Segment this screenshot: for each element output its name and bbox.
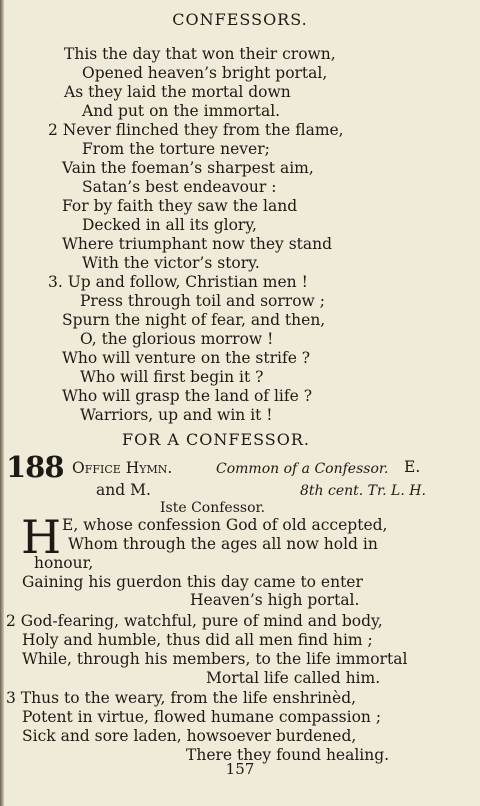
hymn-line: Gaining his guerdon this day came to enter <box>22 573 363 591</box>
hymn-number: 188 <box>6 450 64 484</box>
attribution: 8th cent. Tr. L. H. <box>300 483 426 499</box>
hymn-line: E, whose confession God of old accepted, <box>62 516 388 534</box>
verse-line: Opened heaven’s bright portal, <box>82 64 328 82</box>
hymn-line: honour, <box>34 554 94 572</box>
hymn-line: Sick and sore laden, howsoever burdened, <box>22 727 357 745</box>
verse-line: 2 Never flinched they from the flame, <box>48 121 344 139</box>
verse-line: Decked in all its glory, <box>82 216 257 234</box>
verse-line: Spurn the night of fear, and then, <box>62 311 326 329</box>
hymn-line: Potent in virtue, flowed humane compassion ; <box>22 708 382 726</box>
latin-title: Iste Confessor. <box>160 500 266 516</box>
verse-line: With the victor’s story. <box>82 254 260 272</box>
hymn-line: Mortal life called him. <box>206 669 381 687</box>
verse-line: Satan’s best endeavour : <box>82 178 277 196</box>
drop-cap: H <box>21 510 62 564</box>
verse-line: And put on the immortal. <box>82 102 281 120</box>
office-hymn-label: Office Hymn. <box>72 459 173 477</box>
page-edge <box>0 0 4 806</box>
running-header: CONFESSORS. <box>172 10 308 29</box>
verse-line: 3. Up and follow, Christian men ! <box>48 273 308 291</box>
hymn-line: There they found healing. <box>186 746 390 764</box>
hymn-line: Whom through the ages all now hold in <box>68 535 378 553</box>
verse-line: This the day that won their crown, <box>64 45 336 63</box>
verse-line: Press through toil and sorrow ; <box>80 292 325 310</box>
verse-line: As they laid the mortal down <box>64 83 291 101</box>
verse-line: Who will venture on the strife ? <box>62 349 311 367</box>
hymn-line: 3 Thus to the weary, from the life enshrinèd, <box>6 689 357 707</box>
verse-line: Warriors, up and win it ! <box>80 406 273 424</box>
hymn-line: Holy and humble, thus did all men find him ; <box>22 631 373 649</box>
verse-line: For by faith they saw the land <box>62 197 298 215</box>
section-heading: FOR A CONFESSOR. <box>121 430 311 449</box>
hymn-line: 2 God-fearing, watchful, pure of mind and body, <box>6 612 383 630</box>
verse-line: O, the glorious morrow ! <box>80 330 274 348</box>
page-number: 157 <box>225 760 255 778</box>
verse-line: Who will grasp the land of life ? <box>62 387 313 405</box>
verse-line: Vain the foeman’s sharpest aim, <box>62 159 314 177</box>
hymn-line: While, through his members, to the life immortal <box>22 650 408 668</box>
common-label: Common of a Confessor. <box>216 461 389 477</box>
hymn-line: Heaven’s high portal. <box>190 591 360 609</box>
verse-line: Who will first begin it ? <box>80 368 264 386</box>
verse-line: Where triumphant now they stand <box>62 235 333 253</box>
verse-line: From the torture never; <box>82 140 270 158</box>
tune-letter: E. <box>404 458 421 476</box>
tune-and-m: and M. <box>96 481 151 499</box>
